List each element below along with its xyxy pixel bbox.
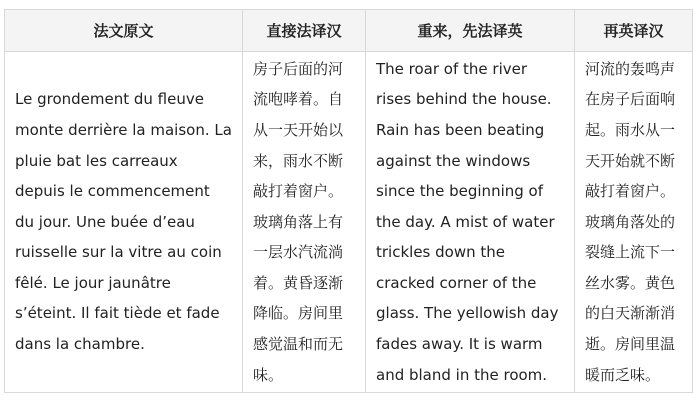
- cell-en-zh: 河流的轰鸣声在房子后面响起。雨水从一天开始就不断敲打着窗户。玻璃角落处的裂缝上流下一丝水雾。黄色的白天渐渐消逝。房间里温暖而乏味。: [575, 52, 693, 393]
- cell-direct-fr-zh: 房子后面的河流咆哮着。自从一天开始以来，雨水不断敲打着窗户。玻璃角落上有一层水汽流淌着。黄昏逐渐降临。房间里感觉温和而无味。: [243, 52, 366, 393]
- cell-fr-en: The roar of the river rises behind the house. Rain has been beating against the windows since the beginning of the day. A mist of water trickles down the cracked corner of the glass. The yellowish day fades away. It is warm and bland in the room.: [366, 52, 575, 393]
- header-direct-fr-zh: 直接法译汉: [243, 10, 366, 52]
- header-en-zh: 再英译汉: [575, 10, 693, 52]
- header-row: [5, 10, 693, 52]
- table-row: [5, 52, 693, 393]
- header-fr-en: 重来，先法译英: [366, 10, 575, 52]
- cell-french-original: Le grondement du fleuve monte derrière la maison. La pluie bat les carreaux depuis le commencement du jour. Une buée d’eau ruisselle sur la vitre au coin fêlé. Le jour jaunâtre s’éteint. Il fait tiède et fade dans la chambre.: [5, 52, 243, 393]
- header-french-original: 法文原文: [5, 10, 243, 52]
- translation-comparison-table: [4, 9, 693, 393]
